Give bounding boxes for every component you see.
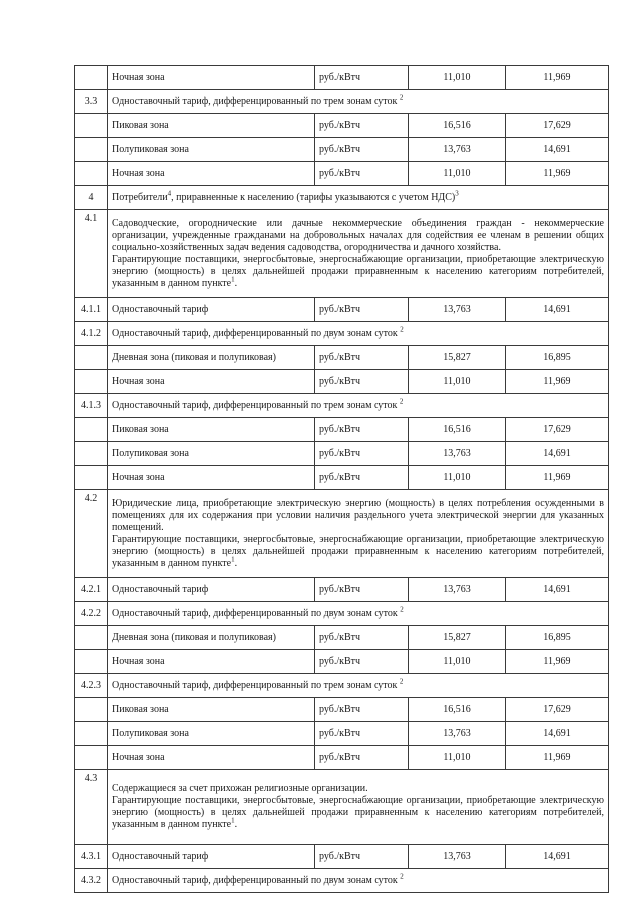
section-heading-text: Одноставочный тариф, дифференцированный по двум зонам суток xyxy=(112,327,398,339)
tariff-name-cell: Дневная зона (пиковая и полупиковая) xyxy=(108,626,315,650)
row-number-cell xyxy=(75,138,108,162)
table-row xyxy=(75,186,609,210)
footnote-ref: 2 xyxy=(399,93,404,102)
footnote-ref: 1 xyxy=(231,275,235,284)
row-number-cell xyxy=(75,346,108,370)
unit-cell: руб./кВтч xyxy=(315,578,409,602)
unit-cell: руб./кВтч xyxy=(315,442,409,466)
unit-cell: руб./кВтч xyxy=(315,845,409,869)
section-number-cell: 4.1.3 xyxy=(75,394,108,418)
section-heading-text: Одноставочный тариф, дифференцированный по трем зонам суток xyxy=(112,679,398,691)
section-number-cell: 3.3 xyxy=(75,90,108,114)
table-row xyxy=(75,466,609,490)
value-first-half-cell: 13,763 xyxy=(409,722,506,746)
value-first-half-cell: 15,827 xyxy=(409,626,506,650)
tariff-name-cell: Пиковая зона xyxy=(108,698,315,722)
supplier-note-text: Гарантирующие поставщики, энергосбытовые, энергоснабжающие организации, приобретающие электрическую энергию (мощность) в целях дальнейшей продажи приравненным к населению категориям потребителей, указанным в данном пункте xyxy=(112,795,604,830)
section-heading-text: Одноставочный тариф, дифференцированный по двум зонам суток xyxy=(112,874,398,886)
row-number-cell xyxy=(75,162,108,186)
tariff-name-cell: Ночная зона xyxy=(108,650,315,674)
section-number-cell: 4.1 xyxy=(75,210,108,298)
section-heading-cell xyxy=(108,602,609,626)
value-second-half-cell: 11,969 xyxy=(506,66,609,90)
table-row xyxy=(75,138,609,162)
section-number-cell: 4 xyxy=(75,186,108,210)
tariff-name-cell: Дневная зона (пиковая и полупиковая) xyxy=(108,346,315,370)
value-first-half-cell: 13,763 xyxy=(409,442,506,466)
table-row xyxy=(75,418,609,442)
table-row xyxy=(75,722,609,746)
value-first-half-cell: 13,763 xyxy=(409,298,506,322)
category-description-cell xyxy=(108,490,609,578)
table-row xyxy=(75,298,609,322)
sentence-end: . xyxy=(234,557,238,569)
unit-cell: руб./кВтч xyxy=(315,746,409,770)
tariff-name-cell: Полупиковая зона xyxy=(108,138,315,162)
category-description: Садоводческие, огороднические или дачные некоммерческие объединения граждан - некоммерческие организации, учрежденные гражданами на добровольных началах для содействия ее членам в решении общих социально-хозяйственных задач ведения садоводства, огородничества и дачного хозяйства. xyxy=(112,217,604,253)
table-row xyxy=(75,698,609,722)
value-first-half-cell: 11,010 xyxy=(409,650,506,674)
value-second-half-cell: 11,969 xyxy=(506,370,609,394)
table-row xyxy=(75,626,609,650)
category-description: Юридические лица, приобретающие электрическую энергию (мощность) в целях потребления осужденными в помещениях для их содержания при условии наличия раздельного учета электрической энергии для указанных помещений. xyxy=(112,497,604,533)
tariff-name-cell: Ночная зона xyxy=(108,66,315,90)
value-second-half-cell: 17,629 xyxy=(506,418,609,442)
sentence-end: . xyxy=(234,277,238,289)
footnote-ref: 2 xyxy=(400,872,404,881)
value-second-half-cell: 14,691 xyxy=(506,722,609,746)
row-number-cell xyxy=(75,698,108,722)
tariff-name-cell: Пиковая зона xyxy=(108,418,315,442)
tariff-name-cell: Ночная зона xyxy=(108,370,315,394)
supplier-note-text: Гарантирующие поставщики, энергосбытовые, энергоснабжающие организации, приобретающие электрическую энергию (мощность) в целях дальнейшей продажи приравненным к населению категориям потребителей, указанным в данном пункте xyxy=(112,253,604,289)
value-second-half-cell: 14,691 xyxy=(506,442,609,466)
tariff-name-cell: Ночная зона xyxy=(108,746,315,770)
footnote-ref: 4 xyxy=(167,189,172,198)
table-row xyxy=(75,90,609,114)
footnote-ref: 2 xyxy=(399,677,404,686)
footnote-ref: 2 xyxy=(400,325,404,334)
section-heading-cell xyxy=(108,869,609,893)
section-heading-cell xyxy=(108,90,609,114)
unit-cell: руб./кВтч xyxy=(315,698,409,722)
row-number-cell: 4.3.1 xyxy=(75,845,108,869)
row-number-cell: 4.1.1 xyxy=(75,298,108,322)
table-row xyxy=(75,346,609,370)
value-second-half-cell: 14,691 xyxy=(506,138,609,162)
value-first-half-cell: 16,516 xyxy=(409,698,506,722)
row-number-cell xyxy=(75,114,108,138)
value-first-half-cell: 11,010 xyxy=(409,66,506,90)
value-first-half-cell: 11,010 xyxy=(409,370,506,394)
section-number-cell: 4.3 xyxy=(75,770,108,845)
value-first-half-cell: 13,763 xyxy=(409,138,506,162)
value-first-half-cell: 16,516 xyxy=(409,418,506,442)
supplier-note xyxy=(112,795,604,831)
supplier-note xyxy=(112,534,604,570)
value-first-half-cell: 13,763 xyxy=(409,578,506,602)
unit-cell: руб./кВтч xyxy=(315,346,409,370)
tariff-name-cell: Ночная зона xyxy=(108,466,315,490)
unit-cell: руб./кВтч xyxy=(315,650,409,674)
value-first-half-cell: 13,763 xyxy=(409,845,506,869)
section-number-cell: 4.1.2 xyxy=(75,322,108,346)
tariff-name-cell: Полупиковая зона xyxy=(108,722,315,746)
table-row xyxy=(75,322,609,346)
table-row xyxy=(75,674,609,698)
unit-cell: руб./кВтч xyxy=(315,138,409,162)
section-heading-cell xyxy=(108,394,609,418)
value-first-half-cell: 16,516 xyxy=(409,114,506,138)
table-row xyxy=(75,394,609,418)
unit-cell: руб./кВтч xyxy=(315,298,409,322)
unit-cell: руб./кВтч xyxy=(315,722,409,746)
unit-cell: руб./кВтч xyxy=(315,66,409,90)
value-second-half-cell: 11,969 xyxy=(506,650,609,674)
value-second-half-cell: 16,895 xyxy=(506,626,609,650)
row-number-cell xyxy=(75,626,108,650)
value-second-half-cell: 17,629 xyxy=(506,114,609,138)
tariff-name-cell: Одноставочный тариф xyxy=(108,298,315,322)
row-number-cell xyxy=(75,418,108,442)
value-second-half-cell: 11,969 xyxy=(506,162,609,186)
tariff-name-cell: Одноставочный тариф xyxy=(108,578,315,602)
table-row xyxy=(75,210,609,298)
section-number-cell: 4.2.3 xyxy=(75,674,108,698)
table-row xyxy=(75,869,609,893)
value-first-half-cell: 15,827 xyxy=(409,346,506,370)
value-second-half-cell: 11,969 xyxy=(506,746,609,770)
value-first-half-cell: 11,010 xyxy=(409,466,506,490)
unit-cell: руб./кВтч xyxy=(315,418,409,442)
table-row xyxy=(75,578,609,602)
footnote-ref: 1 xyxy=(231,816,235,825)
row-number-cell xyxy=(75,466,108,490)
section-heading-text: Одноставочный тариф, дифференцированный по трем зонам суток xyxy=(112,95,398,107)
row-number-cell xyxy=(75,722,108,746)
unit-cell: руб./кВтч xyxy=(315,370,409,394)
footnote-ref: 1 xyxy=(231,555,235,564)
section-number-cell: 4.3.2 xyxy=(75,869,108,893)
footnote-ref: 2 xyxy=(400,605,404,614)
unit-cell: руб./кВтч xyxy=(315,114,409,138)
tariff-name-cell: Одноставочный тариф xyxy=(108,845,315,869)
category-description: Содержащиеся за счет прихожан религиозные организации. xyxy=(112,783,368,794)
section-heading-cell xyxy=(108,674,609,698)
footnote-ref: 3 xyxy=(455,189,459,198)
value-second-half-cell: 14,691 xyxy=(506,298,609,322)
tariff-name-cell: Полупиковая зона xyxy=(108,442,315,466)
table-row xyxy=(75,442,609,466)
value-first-half-cell: 11,010 xyxy=(409,162,506,186)
value-second-half-cell: 14,691 xyxy=(506,578,609,602)
category-description-cell xyxy=(108,210,609,298)
tariff-name-cell: Ночная зона xyxy=(108,162,315,186)
supplier-note-text: Гарантирующие поставщики, энергосбытовые, энергоснабжающие организации, приобретающие электрическую энергию (мощность) в целях дальнейшей продажи приравненным к населению категориям потребителей, указанным в данном пункте xyxy=(112,533,604,569)
row-number-cell xyxy=(75,746,108,770)
value-second-half-cell: 16,895 xyxy=(506,346,609,370)
table-row xyxy=(75,845,609,869)
table-row xyxy=(75,66,609,90)
table-row xyxy=(75,770,609,845)
section-heading-text: Одноставочный тариф, дифференцированный по трем зонам суток xyxy=(112,399,398,411)
row-number-cell: 4.2.1 xyxy=(75,578,108,602)
table-row xyxy=(75,114,609,138)
section-heading-text: , приравненные к населению (тарифы указываются с учетом НДС) xyxy=(171,191,456,203)
tariff-name-cell: Пиковая зона xyxy=(108,114,315,138)
table-row xyxy=(75,162,609,186)
section-heading-cell xyxy=(108,186,609,210)
table-row xyxy=(75,490,609,578)
footnote-ref: 2 xyxy=(399,397,404,406)
tariff-table xyxy=(74,65,609,893)
row-number-cell xyxy=(75,66,108,90)
section-heading-text: Одноставочный тариф, дифференцированный по двум зонам суток xyxy=(112,607,398,619)
row-number-cell xyxy=(75,650,108,674)
unit-cell: руб./кВтч xyxy=(315,466,409,490)
table-row xyxy=(75,650,609,674)
category-description-cell xyxy=(108,770,609,845)
table-row xyxy=(75,370,609,394)
supplier-note xyxy=(112,254,604,290)
table-row xyxy=(75,602,609,626)
section-number-cell: 4.2.2 xyxy=(75,602,108,626)
section-heading-cell xyxy=(108,322,609,346)
unit-cell: руб./кВтч xyxy=(315,626,409,650)
value-second-half-cell: 14,691 xyxy=(506,845,609,869)
value-second-half-cell: 17,629 xyxy=(506,698,609,722)
section-number-cell: 4.2 xyxy=(75,490,108,578)
value-second-half-cell: 11,969 xyxy=(506,466,609,490)
section-heading-text: Потребители xyxy=(112,191,168,203)
table-row xyxy=(75,746,609,770)
row-number-cell xyxy=(75,370,108,394)
sentence-end: . xyxy=(234,819,238,830)
unit-cell: руб./кВтч xyxy=(315,162,409,186)
value-first-half-cell: 11,010 xyxy=(409,746,506,770)
row-number-cell xyxy=(75,442,108,466)
